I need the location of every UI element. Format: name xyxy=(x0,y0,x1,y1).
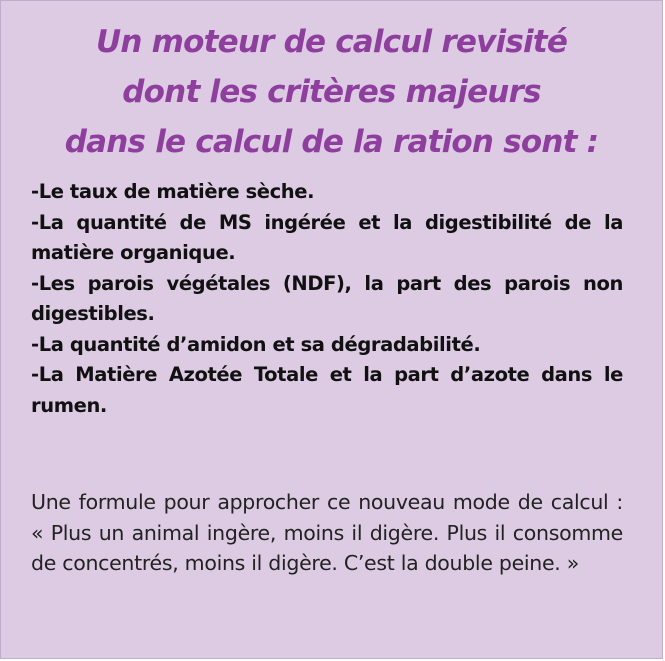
heading-line-3: dans le calcul de la ration sont : xyxy=(64,124,599,160)
criterion-starch: -La quantité d’amidon et sa dégradabilité. xyxy=(31,332,481,356)
heading-line-2: dont les critères majeurs xyxy=(122,74,541,110)
heading-line-1: Un moteur de calcul revisité xyxy=(95,24,568,60)
criterion-nitrogen: -La Matière Azotée Totale et la part d’azote dans le rumen. xyxy=(31,363,623,417)
criteria-list xyxy=(31,177,623,421)
criterion-dry-matter: -Le taux de matière sèche. xyxy=(31,180,315,203)
formula-paragraph: Une formule pour approcher ce nouveau mode de calcul : « Plus un animal ingère, moins il digère. Plus il consomme de concentrés, moins il digère. C’est la double peine. » xyxy=(31,490,623,575)
criterion-ndf-walls: -Les parois végétales (NDF), la part des parois non digestibles. xyxy=(31,271,623,325)
card-heading xyxy=(21,17,642,167)
criterion-intake-digestibility: -La quantité de MS ingérée et la digestibilité de la matière organique. xyxy=(31,210,623,264)
